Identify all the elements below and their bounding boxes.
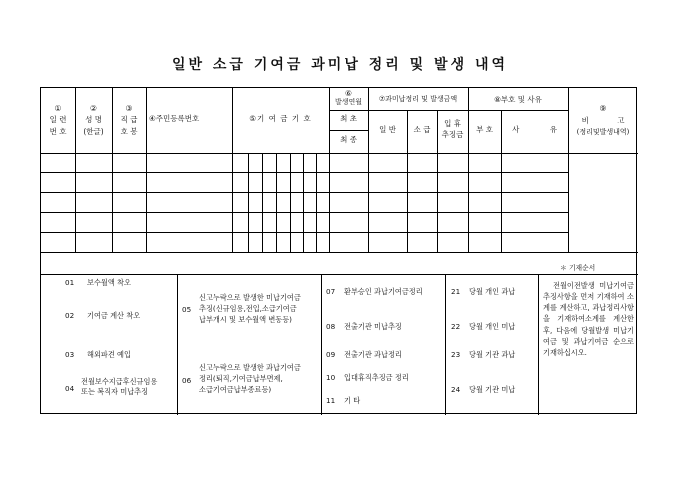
legend-text-08: 전출기관 미납추징 (344, 322, 402, 331)
c7-general: 일 반 (379, 125, 396, 134)
legend-col-line-2 (321, 274, 322, 415)
c7-retro: 소 급 (413, 125, 431, 134)
row-line-3 (41, 212, 568, 213)
legend-code-11: 11 (326, 396, 336, 405)
c5-label: ⑤기 여 금 기 호 (249, 114, 312, 123)
legend-text-02: 기여금 계산 착오 (87, 311, 141, 320)
legend-text-21: 당월 개인 과납 (469, 287, 516, 296)
c8-label: ⑧부호 및 사유 (494, 95, 542, 104)
legend-text-03: 해외파견 예입 (87, 350, 131, 359)
c6-to: 최 종 (340, 135, 357, 144)
c2-num: ② (89, 104, 98, 113)
legend-title-line (41, 274, 638, 275)
legend-text-23: 당월 기관 과납 (469, 350, 516, 359)
c4-label: ④주민등록번호 (149, 114, 200, 123)
col-line-3 (146, 88, 147, 252)
header-bottom-line (41, 153, 638, 154)
col-line-7 (468, 88, 469, 252)
c6-num: ⑥ (344, 89, 353, 98)
c9-sub: (정리및발생내역) (576, 128, 630, 136)
legend-col-line-1 (177, 274, 178, 415)
code-box-line-6 (316, 153, 317, 252)
c2-label: 성 명 (한글) (83, 115, 104, 136)
c6-sub-line-1 (329, 110, 368, 111)
legend-code-07: 07 (326, 287, 336, 296)
c8-reason: 사 유 (512, 125, 557, 134)
legend-text-22: 당월 개인 미납 (469, 322, 516, 331)
legend-title: ＊ 기재순서 (560, 264, 596, 272)
code-box-line-1 (248, 153, 249, 252)
c1-num: ① (54, 104, 62, 113)
c7-leave: 입 휴 추징금 (441, 119, 464, 140)
page-title: 일반 소급 기여금 과미납 정리 및 발생 내역 (171, 57, 509, 73)
col-line-6 (368, 88, 369, 252)
legend-code-09: 09 (326, 350, 336, 359)
legend-code-05: 05 (182, 305, 192, 314)
c6-from: 최 초 (340, 114, 357, 123)
c9-label: 비 고 (581, 116, 625, 125)
legend-text-10: 입대휴직추징금 정리 (344, 373, 409, 382)
legend-code-08: 08 (326, 322, 336, 331)
row-line-1 (41, 172, 568, 173)
legend-code-03: 03 (65, 350, 75, 359)
legend-code-01: 01 (65, 278, 75, 287)
c3-label: 직 급 호 봉 (120, 115, 138, 136)
legend-code-02: 02 (65, 311, 75, 320)
c6-label: 발생연월 (334, 98, 363, 106)
data-bottom-line (41, 252, 638, 253)
ledger-table (40, 87, 637, 414)
legend-code-10: 10 (326, 373, 336, 382)
c8-sub-line (468, 110, 568, 111)
legend-code-22: 22 (451, 322, 461, 331)
legend-code-04: 04 (65, 384, 75, 393)
legend-text-11: 기 타 (344, 396, 361, 405)
code-box-line-2 (262, 153, 263, 252)
legend-col-line-4 (538, 274, 539, 415)
code-box-line-5 (303, 153, 304, 252)
col-line-5 (329, 88, 330, 252)
legend-code-06: 06 (182, 376, 192, 385)
legend-code-24: 24 (451, 385, 461, 394)
legend-code-21: 21 (451, 287, 461, 296)
legend-text-24: 당월 기관 미납 (469, 385, 516, 394)
c1-label: 일 련 번 호 (49, 115, 67, 136)
legend-text-01: 보수월액 착오 (87, 278, 131, 287)
row-line-4 (41, 232, 568, 233)
legend-code-23: 23 (451, 350, 461, 359)
code-box-line-3 (276, 153, 277, 252)
c9-num: ⑨ (599, 104, 607, 113)
legend-text-07: 환부승인 과납기여금정리 (344, 287, 423, 296)
row-line-2 (41, 192, 568, 193)
legend-text-04: 전월보수지급후신규임용 또는 복직자 미납추징 (81, 377, 158, 396)
col-line-4 (232, 88, 233, 252)
c3-num: ③ (125, 104, 133, 113)
c7-label: ⑦과미납정리 및 발생금액 (378, 95, 458, 103)
legend-note: 전월이전발생 미납기여금 추징사항을 먼저 기재하여 소계를 계산하고, 과납정리사항을 기재하여소계를 계산한 후, 다음에 당월발생 미납기여금 및 과납기여금 순으로 기재하십시오. (543, 281, 634, 357)
c7-sub-line (368, 110, 468, 111)
legend-text-05: 신고누락으로 발생한 미납기여금 추징(신규임용,전입,소급기여금 납부개시 및 보수월액 변동등) (199, 293, 301, 325)
legend-col-line-3 (445, 274, 446, 415)
code-box-line-4 (290, 153, 291, 252)
c6-sub-line-2 (329, 130, 368, 131)
c8-code: 부 호 (476, 125, 493, 134)
legend-text-06: 신고누락으로 발생한 과납기여금 정리(퇴직,기여금납부면제, 소급기여금납부종료등) (199, 363, 301, 395)
legend-text-09: 전출기관 과납정리 (344, 350, 402, 359)
